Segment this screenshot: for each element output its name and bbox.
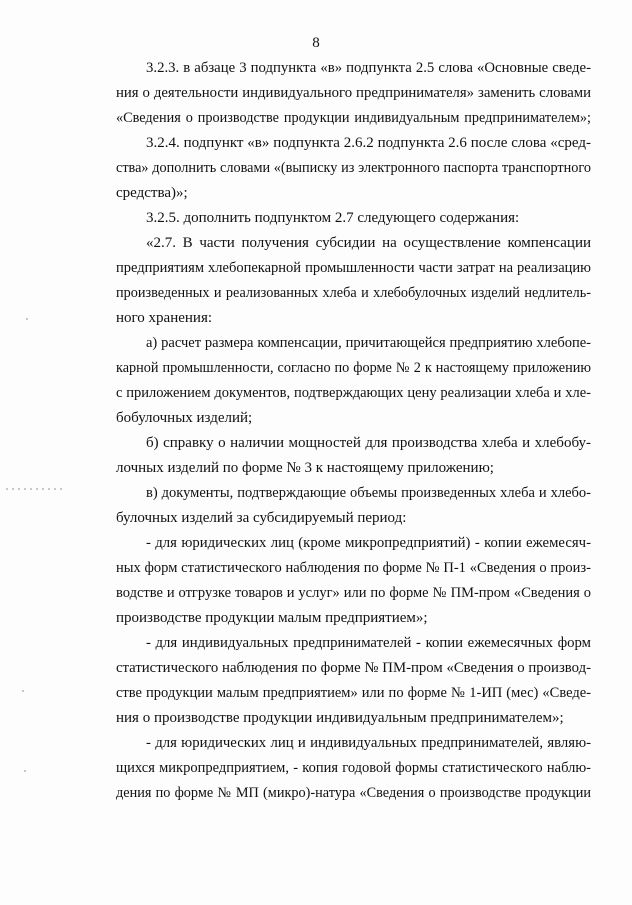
dash-item-legal-entities bbox=[116, 531, 591, 631]
text-line: щихся микропредприятием, - копия годовой формы статистического наблю- bbox=[116, 760, 591, 776]
text-line: «2.7. В части получения субсидии на осуществление компенсации bbox=[146, 235, 591, 251]
text-line: бобулочных изделий; bbox=[116, 410, 253, 426]
text-line: ного хранения: bbox=[116, 310, 213, 326]
text-line: лочных изделий по форме № 3 к настоящему приложению; bbox=[116, 460, 494, 476]
paragraph-item-a bbox=[116, 331, 591, 431]
text-line: 3.2.4. подпункт «в» подпункта 2.6.2 подпункта 2.6 после слова «сред- bbox=[146, 135, 591, 151]
text-line: булочных изделий за субсидируемый период: bbox=[116, 510, 407, 526]
dash-item-micro-enterprises bbox=[116, 731, 591, 806]
text-line: - для юридических лиц (кроме микропредприятий) - копии ежемесяч- bbox=[146, 535, 591, 551]
scan-dotted-mark bbox=[4, 488, 64, 490]
text-line: ных форм статистического наблюдения по форме № П-1 «Сведения о произ- bbox=[116, 560, 591, 576]
text-line: производстве продукции малым предприятием»; bbox=[116, 610, 428, 626]
text-line: стве продукции малым предприятием» или по форме № 1-ИП (мес) «Сведе- bbox=[116, 685, 591, 701]
text-line: предприятиям хлебопекарной промышленности части затрат на реализацию bbox=[116, 260, 591, 276]
text-line: средства)»; bbox=[116, 185, 188, 201]
text-line: карной промышленности, согласно по форме № 2 к настоящему приложению bbox=[116, 360, 591, 376]
scan-speck bbox=[26, 318, 28, 320]
paragraph-3-2-3 bbox=[116, 56, 591, 131]
text-line: - для индивидуальных предпринимателей - копии ежемесячных форм bbox=[146, 635, 591, 651]
text-line: в) документы, подтверждающие объемы произведенных хлеба и хлебо- bbox=[146, 485, 591, 501]
text-line: ния о деятельности индивидуального предпринимателя» заменить словами bbox=[116, 85, 591, 101]
text-line: ния о производстве продукции индивидуальным предпринимателем»; bbox=[116, 710, 564, 726]
text-line: б) справку о наличии мощностей для производства хлеба и хлебобу- bbox=[146, 435, 591, 451]
text-line: а) расчет размера компенсации, причитающейся предприятию хлебопе- bbox=[146, 335, 591, 351]
paragraph-2-7 bbox=[116, 231, 591, 331]
dash-item-entrepreneurs bbox=[116, 631, 591, 731]
paragraph-item-b bbox=[116, 431, 591, 481]
scan-speck bbox=[22, 690, 24, 692]
paragraph-item-v bbox=[116, 481, 591, 531]
scan-speck bbox=[24, 770, 26, 772]
text-line: водстве и отгрузке товаров и услуг» или по форме № ПМ-пром «Сведения о bbox=[116, 585, 591, 601]
paragraph-3-2-5 bbox=[116, 206, 591, 231]
text-line: «Сведения о производстве продукции индивидуальным предпринимателем»; bbox=[116, 110, 591, 126]
text-line: произведенных и реализованных хлеба и хлебобулочных изделий недлитель- bbox=[116, 285, 591, 301]
text-line: с приложением документов, подтверждающих цену реализации хлеба и хле- bbox=[116, 385, 591, 401]
text-line: 3.2.3. в абзаце 3 подпункта «в» подпункта 2.5 слова «Основные сведе- bbox=[146, 60, 591, 76]
text-line: - для юридических лиц и индивидуальных предпринимателей, являю- bbox=[146, 735, 591, 751]
text-line: дения по форме № МП (микро)-натура «Сведения о производстве продукции bbox=[116, 785, 591, 801]
paragraph-3-2-4 bbox=[116, 131, 591, 206]
text-line: 3.2.5. дополнить подпунктом 2.7 следующего содержания: bbox=[146, 210, 520, 226]
document-body bbox=[116, 56, 591, 806]
page-number: 8 bbox=[312, 35, 320, 51]
text-line: ства» дополнить словами «(выписку из электронного паспорта транспортного bbox=[116, 160, 591, 176]
text-line: статистического наблюдения по форме № ПМ-пром «Сведения о производ- bbox=[116, 660, 591, 676]
